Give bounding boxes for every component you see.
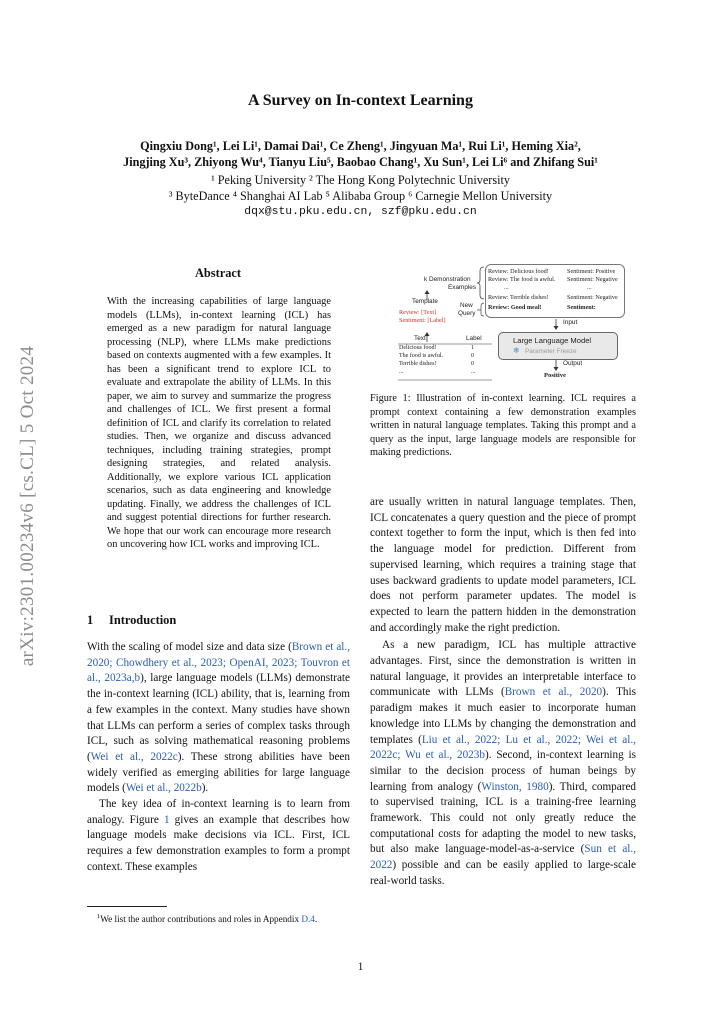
template-label: Template	[412, 298, 438, 305]
prediction-result: Positive	[544, 372, 566, 379]
demo-sentiment: Sentiment: Negative	[567, 294, 618, 301]
llm-label: Large Language Model	[513, 336, 592, 345]
section-title: Introduction	[109, 613, 177, 627]
authors-line-2: Jingjing Xu³, Zhiyong Wu⁴, Tianyu Liu⁵, Baobao Chang¹, Xu Sun¹, Lei Li⁶ and Zhifang Sui¹	[123, 155, 598, 169]
output-label: Output	[563, 360, 583, 367]
input-label: Input	[563, 319, 578, 326]
contact-emails: dqx@stu.pku.edu.cn, szf@pku.edu.cn	[244, 206, 477, 218]
llm-box	[498, 332, 618, 360]
citation-link[interactable]: Sun et al., 2022	[370, 843, 636, 872]
footnote: $^1$We list the author contributions and roles in Appendix D.4.	[97, 913, 318, 925]
affiliation-line-2: ³ ByteDance ⁴ Shanghai AI Lab ⁵ Alibaba Group ⁶ Carnegie Mellon University	[168, 189, 553, 203]
demo-review: Review: Delicious food!	[488, 268, 549, 275]
table-cell-text: The food is awful.	[399, 353, 443, 359]
freeze-label: Parameter Freeze	[525, 348, 577, 355]
query-sentiment: Sentiment:	[567, 304, 596, 311]
table-cell-label: 0	[471, 361, 474, 367]
appendix-link[interactable]: D.4	[301, 914, 315, 925]
footnote-mark: 1	[97, 913, 101, 920]
intro-paragraph-2: The key idea of in-context learning is to learn from analogy. Figure 1 gives an example that describes how language models make decisions via ICL. First, ICL requires a few demonstration examples to form a prompt context. These examples	[87, 798, 350, 873]
citation-link[interactable]: Winston, 1980	[481, 780, 549, 793]
paper-title: A Survey on In-context Learning	[248, 92, 473, 109]
table-cell-label: 1	[471, 345, 474, 351]
authors-line-1: Qingxiu Dong¹, Lei Li¹, Damai Dai¹, Ce Zheng¹, Jingyuan Ma¹, Rui Li¹, Heming Xia²,	[140, 139, 581, 153]
template-review: Review: [Text]	[399, 309, 437, 316]
table-cell-text: ...	[399, 369, 404, 375]
affiliations	[60, 172, 661, 204]
abstract-heading: Abstract	[194, 266, 242, 280]
citation-link[interactable]: Liu et al., 2022; Lu et al., 2022; Wei et al., 2022c; Wu et al., 2023b	[370, 733, 636, 762]
examples-label: Examples	[448, 284, 477, 291]
demo-sentiment: Sentiment: Negative	[567, 276, 618, 283]
demo-sentiment: ...	[587, 284, 592, 291]
table-cell-label: 0	[471, 353, 474, 359]
text-column-header: Text	[414, 335, 426, 342]
demo-review: ...	[504, 284, 509, 291]
arxiv-stamp: arXiv:2301.00234v6 [cs.CL] 5 Oct 2024	[17, 345, 38, 667]
table-cell-text: Delicious food!	[399, 345, 437, 351]
citation-link[interactable]: Brown et al., 2020	[504, 686, 603, 699]
intro-paragraph-4: As a new paradigm, ICL has multiple attractive advantages. First, since the demonstration is written in natural language, it provides an interpretable interface to communicate with LLMs (Brown et al., 2020). This paradigm makes it much easier to incorporate human knowledge into LLMs by changing the demonstration and templates (Liu et al., 2022; Lu et al., 2022; Wei et al., 2022c; Wu et al., 2023b). Second, in-context learning is similar to the decision process of human beings by learning from analogy (Winston, 1980). Third, compared to supervised training, ICL is a training-free learning framework. This could not only greatly reduce the computational costs for adapting the model to new tasks, but also make language-model-as-a-service (Sun et al., 2022) possible and can be easily applied to large-scale real-world tasks.	[370, 639, 637, 887]
page-number: 1	[357, 961, 364, 973]
query-review: Review: Good meal!	[488, 304, 542, 311]
demo-review: Review: The food is awful.	[488, 276, 556, 283]
new-query-label-1: New	[460, 302, 473, 309]
intro-paragraph-1: With the scaling of model size and data size (Brown et al., 2020; Chowdhery et al., 2023; OpenAI, 2023; Touvron et al., 2023a,b), large language models (LLMs) demonstrate the in-context learning (ICL) ability, that is, learning from a few examples in the context. Many studies have shown that LLMs can perform a series of complex tasks through ICL, such as solving mathematical reasoning problems (Wei et al., 2022c). These strong abilities have been widely verified as emerging abilities for large language models (Wei et al., 2022b).	[87, 641, 350, 795]
citation-link[interactable]: Wei et al., 2022c	[90, 750, 178, 763]
demo-sentiment: Sentiment: Positive	[567, 268, 616, 275]
figure-ref-link[interactable]: 1	[163, 813, 170, 826]
author-list	[60, 138, 661, 170]
table-cell-label: ...	[471, 369, 476, 375]
snowflake-icon: ❄	[513, 346, 520, 355]
intro-paragraph-3: are usually written in natural language templates. Then, ICL concatenates a query question and the piece of prompt context together to form the input, which is then fed into the language model for prediction. Different from supervised learning, which requires a training stage that uses backward gradients to update model parameters, ICL does not perform parameter updates. The model is expected to learn the pattern hidden in the demonstration and accordingly make the right prediction.	[370, 496, 636, 634]
intro-left-column	[87, 640, 350, 876]
figure-1-illustration	[384, 262, 640, 387]
citation-link[interactable]: Wei et al., 2022b	[125, 782, 202, 795]
label-column-header: Label	[466, 335, 482, 342]
template-sentiment: Sentiment: [Label]	[399, 317, 446, 324]
affiliation-line-1: ¹ Peking University ² The Hong Kong Polytechnic University	[211, 173, 510, 187]
section-heading-introduction	[87, 613, 176, 628]
citation-link[interactable]: Brown et al., 2020; Chowdhery et al., 2023; OpenAI, 2023; Touvron et al., 2023a,b	[87, 641, 350, 685]
figure-1-caption: Figure 1: Illustration of in-context learning. ICL requires a prompt context containing a few demonstration examples written in natural language templates. Taking this prompt and a query as the input, large language models are responsible for making predictions.	[370, 393, 636, 458]
footnote-rule	[87, 906, 167, 907]
intro-right-column	[370, 495, 636, 890]
k-demonstration-label: k Demonstration	[424, 276, 471, 283]
demo-review: Review: Terrible dishes!	[488, 294, 549, 301]
section-number: 1	[87, 613, 94, 627]
new-query-label-2: Query	[458, 310, 476, 317]
abstract-text: With the increasing capabilities of large language models (LLMs), in-context learning (ICL) has emerged as a new paradigm for natural language processing (NLP), where LLMs make predictions based on contexts augmented with a few examples. It has been a significant trend to explore ICL to evaluate and extrapolate the ability of LLMs. In this paper, we aim to survey and summarize the progress and challenges of ICL. We first present a formal definition of ICL and clarify its correlation to related studies. Then, we organize and discuss advanced techniques, including training strategies, prompt designing strategies, and related analysis. Additionally, we explore various ICL application scenarios, such as data engineering and knowledge updating. Finally, we address the challenges of ICL and suggest potential directions for further research. We hope that our work can encourage more research on uncovering how ICL works and improving ICL.	[107, 296, 331, 550]
table-cell-text: Terrible dishes!	[399, 361, 437, 367]
